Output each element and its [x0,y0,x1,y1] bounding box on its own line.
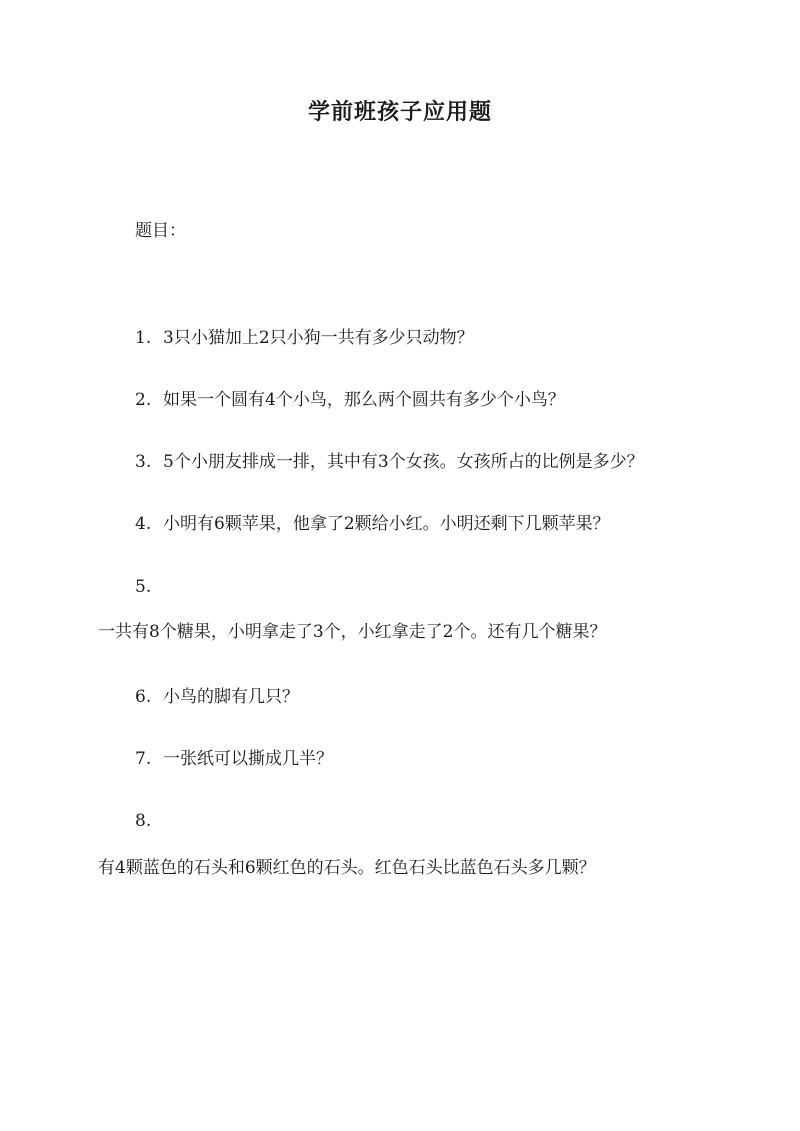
question-text: 一张纸可以撕成几半？ [163,749,333,769]
question-7 [135,746,333,772]
question-number: 2. [135,390,152,410]
question-text: 5个小朋友排成一排，其中有3个女孩。女孩所占的比例是多少？ [163,452,644,472]
question-2 [135,387,565,413]
question-text: 小鸟的脚有几只？ [163,687,299,707]
question-5-text [98,619,606,645]
question-4 [135,511,610,537]
question-3 [135,449,644,475]
question-8-number [135,808,151,834]
question-text: 小明有6颗苹果，他拿了2颗给小红。小明还剩下几颗苹果？ [163,514,610,534]
question-text: 一共有8个糖果，小明拿走了3个，小红拿走了2个。还有几个糖果？ [98,622,607,642]
document-title: 学前班孩子应用题 [307,99,492,125]
question-text: 有4颗蓝色的石头和6颗红色的石头。红色石头比蓝色石头多几颗？ [98,858,596,878]
question-5-number [135,574,151,600]
question-6 [135,684,299,710]
question-number: 3. [135,452,152,472]
question-1 [135,325,474,351]
question-number: 1. [135,328,152,348]
question-text: 如果一个圆有4个小鸟，那么两个圆共有多少个小鸟？ [163,390,565,410]
question-number: 8. [135,811,152,831]
question-text: 3只小猫加上2只小狗一共有多少只动物？ [163,328,474,348]
question-number: 4. [135,514,152,534]
question-8-text [98,855,596,881]
question-number: 5. [135,577,152,597]
section-label: 题目： [135,221,186,241]
question-number: 6. [135,687,152,707]
question-number: 7. [135,749,152,769]
